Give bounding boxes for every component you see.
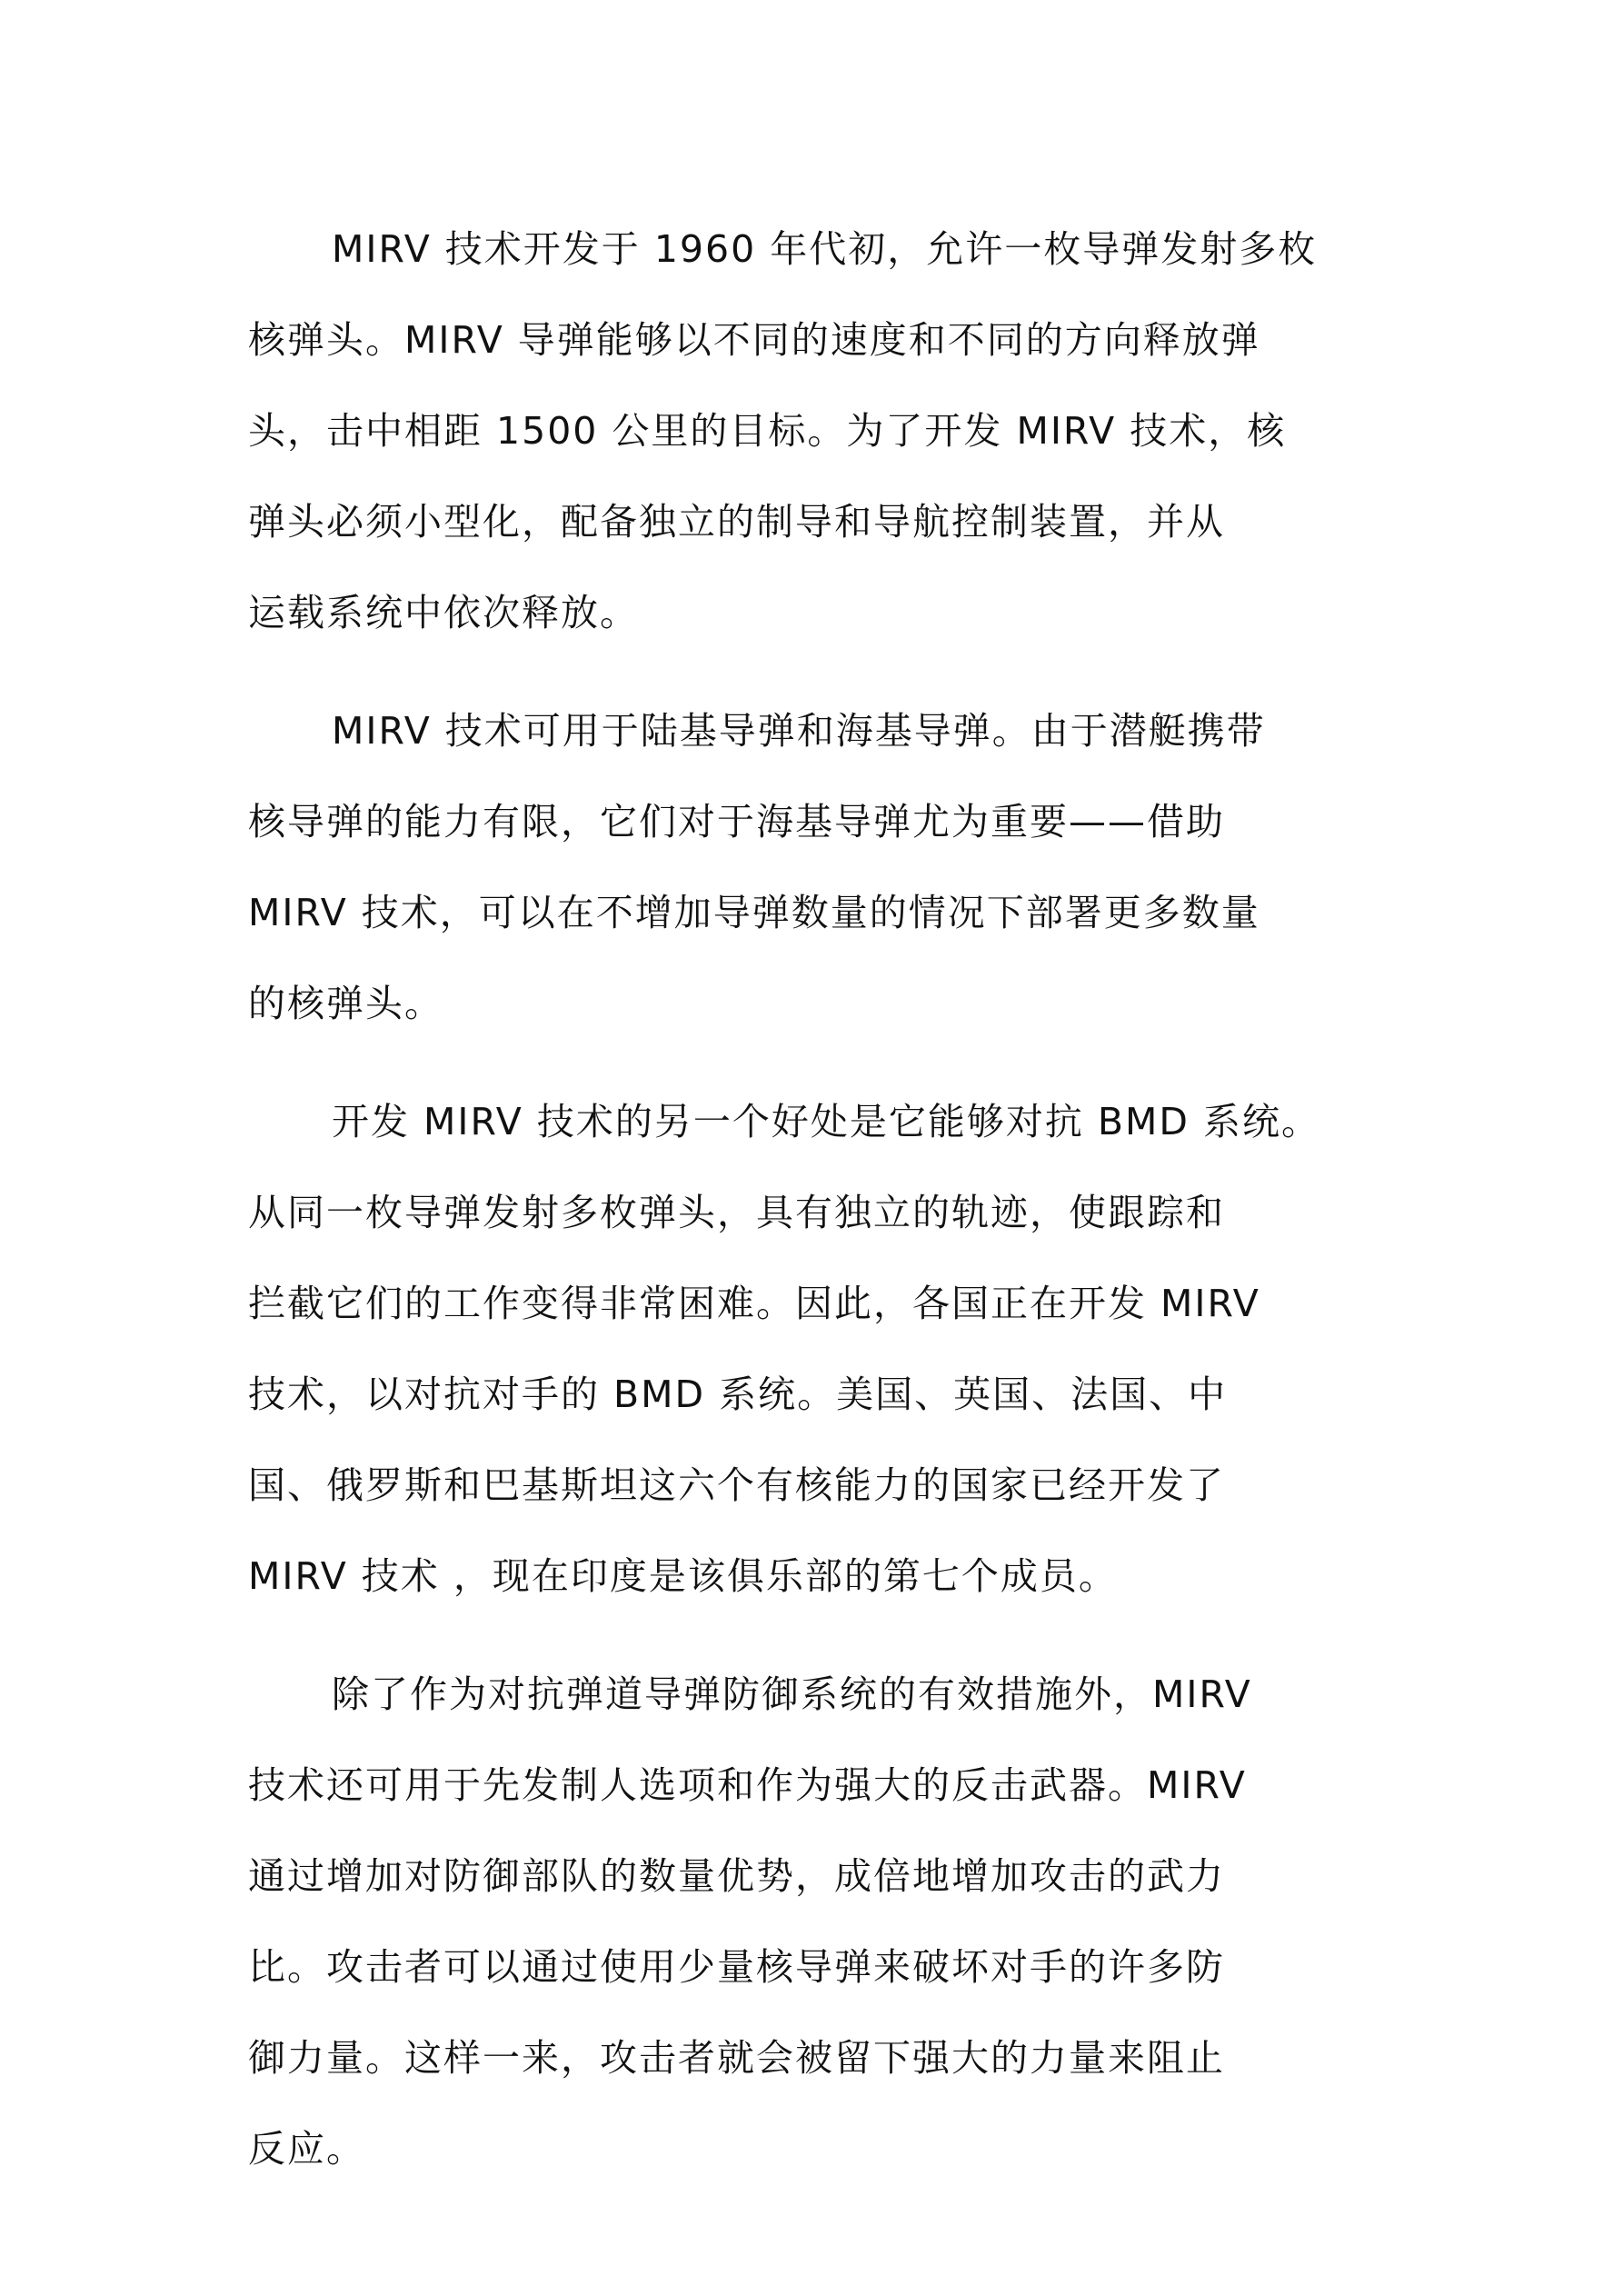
paragraph-line: 除了作为对抗弹道导弹防御系统的有效措施外，MIRV	[332, 1672, 1252, 1716]
paragraph-line: 核导弹的能力有限，它们对于海基导弹尤为重要——借助	[248, 800, 1225, 844]
paragraph-1	[248, 204, 1375, 658]
paragraph-line: MIRV 技术 ，现在印度是该俱乐部的第七个成员。	[248, 1554, 1118, 1598]
paragraph-2	[248, 685, 1375, 1049]
paragraph-line: 反应。	[248, 2127, 365, 2171]
paragraph-line: 头，击中相距 1500 公里的目标。为了开发 MIRV 技术，核	[248, 409, 1287, 453]
paragraph-4	[248, 1649, 1375, 2194]
paragraph-line: 开发 MIRV 技术的另一个好处是它能够对抗 BMD 系统。	[332, 1100, 1320, 1143]
paragraph-3	[248, 1076, 1375, 1622]
paragraph-line: MIRV 技术开发于 1960 年代初，允许一枚导弹发射多枚	[332, 227, 1318, 271]
paragraph-line: 的核弹头。	[248, 982, 443, 1025]
paragraph-line: MIRV 技术可用于陆基导弹和海基导弹。由于潜艇携带	[332, 709, 1266, 753]
paragraph-line: 从同一枚导弹发射多枚弹头，具有独立的轨迹，使跟踪和	[248, 1191, 1225, 1234]
paragraph-line: 御力量。这样一来，攻击者就会被留下强大的力量来阻止	[248, 2036, 1225, 2080]
paragraph-line: 通过增加对防御部队的数量优势，成倍地增加攻击的武力	[248, 1854, 1225, 1898]
paragraph-line: 比。攻击者可以通过使用少量核导弹来破坏对手的许多防	[248, 1945, 1225, 1989]
paragraph-line: 国、俄罗斯和巴基斯坦这六个有核能力的国家已经开发了	[248, 1463, 1225, 1507]
paragraph-line: 运载系统中依次释放。	[248, 591, 639, 634]
paragraph-line: 拦截它们的工作变得非常困难。因此，各国正在开发 MIRV	[248, 1282, 1260, 1325]
paragraph-line: 技术还可用于先发制人选项和作为强大的反击武器。MIRV	[248, 1763, 1247, 1807]
paragraph-line: 技术，以对抗对手的 BMD 系统。美国、英国、法国、中	[248, 1373, 1228, 1416]
paragraph-line: MIRV 技术，可以在不增加导弹数量的情况下部署更多数量	[248, 891, 1260, 934]
paragraph-line: 核弹头。MIRV 导弹能够以不同的速度和不同的方向释放弹	[248, 318, 1260, 362]
document-body	[248, 204, 1375, 2221]
paragraph-line: 弹头必须小型化，配备独立的制导和导航控制装置，并从	[248, 500, 1225, 544]
